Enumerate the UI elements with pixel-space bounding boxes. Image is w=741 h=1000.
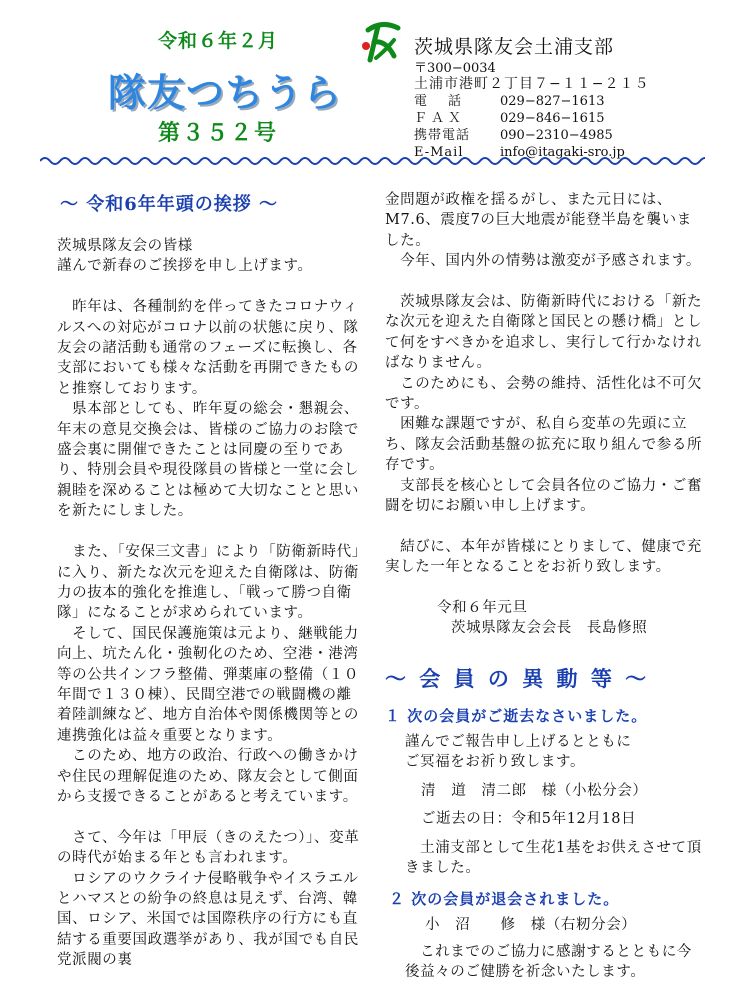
members-heading: 〜 会 員 の 異 動 等 〜 [385,666,650,691]
greeting-sign-date: 令和６年元旦 [437,599,528,616]
mobile-value: 090−2310−4985 [500,128,613,143]
org-name: 茨城県隊友会土浦支部 [414,36,615,58]
fax-label: ＦＡＸ [414,111,466,126]
org-logo-icon [360,20,404,64]
fax-value: 029−846−1615 [500,111,605,126]
members-section [385,705,705,983]
newsletter-title: 隊友つちうら [108,71,343,115]
issue-date: 令和６年２月 [158,30,279,52]
email-label: E-Mail [414,145,464,160]
tel-label: 電 話 [414,94,466,109]
retired-note: これまでのご協力に感謝するとともに今後益々のご健勝を祈念いたします。 [405,943,692,981]
mobile-line [414,127,613,144]
deceased-intro: 謹んでご報告申し上げるとともに ご冥福をお祈り致します。 [405,734,632,771]
deceased-name: 清 道 清二郎 様（小松分会） [421,782,648,799]
wave-divider [40,154,705,168]
right-column [385,190,705,639]
address: 土浦市港町２丁目７−１１−２１５ [414,76,650,92]
tel-line [414,93,605,110]
deceased-note: 土浦支部として生花1基をお供えさせて頂きました。 [405,839,702,877]
tel-value: 029−827−1613 [500,94,605,109]
postal-code: 〒300−0034 [414,61,496,76]
retired-name: 小 沼 修 様（右籾分会） [425,917,637,934]
fax-line [414,110,605,127]
mobile-label: 携帯電話 [414,128,471,143]
issue-number: 第３５２号 [158,121,279,146]
greeting-heading: 〜 令和6年年頭の挨拶 〜 [60,194,279,215]
email-value[interactable]: info@itagaki-sro.jp [500,145,625,160]
retired-title: ２ 次の会員が退会されました。 [389,890,620,909]
greeting-sign-name: 茨城県隊友会会長 長島修照 [451,620,648,637]
deceased-title: １ 次の会員がご逝去なさいました。 [385,707,648,725]
deceased-date: ご逝去の日：令和5年12月18日 [421,811,637,828]
greeting-body: 茨城県隊友会の皆様 謹んで新春のご挨拶を申し上げます。 昨年は、各種制約を伴ってきたコロナウィルスへの対応がコロナ以前の状態に戻り、隊友会の諸活動も通常のフェーズに転換し、各支部においても様々な活動を再開できたものと推察しております。 県本部としても、昨年夏の総会・懇親会、年末の意見交換会は、皆様のご協力のお陰で盛会裏に開催できたことは同慶の至りであり、特別会員や現役隊員の皆様と一堂に会し親睦を深めることは極めて大切なことと思いを新たにしました。 また、「安保三文書」により「防衛新時代」に入り、新たな次元を迎えた自衛隊は、防衛力の抜本的強化を推進し、「戦って勝つ自衛隊」になることが求められています。 そして、国民保護施策は元より、継戦能力向上、坑たん化・強靭化のため、空港・港湾等の公共インフラ整備、弾薬庫の整備（１０年間で１３０棟）、民間空港での戦闘機の離着陸訓練など、地方自治体や関係機関等との連携強化は益々重要となります。 このため、地方の政治、行政への働きかけや住民の理解促進のため、隊友会として側面から支援できることがあると考えています。 さて、今年は「甲辰（きのえたつ）」、変革の時代が始まる年とも言われます。 ロシアのウクライナ侵略戦争やイスラエルとハマスとの紛争の終息は見えず、台湾、韓国、ロシア、米国では国際秩序の行方にも直結する重要国政選挙があり、我が国でも自民党派閥の裏 [57,238,360,969]
greeting-continuation: 金問題が政権を揺るがし、また元日には、M7.6、震度7の巨大地震が能登半島を襲いました。 今年、国内外の情勢は激変が予感されます。 茨城県隊友会は、防衛新時代における「新たな次元を迎えた自衛隊と国民との懸け橋」として何をすべきかを追求し、実行して行かなければなりません。 このためにも、会勢の維持、活性化は不可欠です。 困難な課題ですが、私自ら変革の先頭に立ち、隊友会活動基盤の拡充に取り組んで参る所存です。 支部長を核心として会員各位のご協力・ご奮闘を切にお願い申し上げます。 結びに、本年が皆様にとりまして、健康で充実した一年となることをお祈り致します。 [385,192,703,576]
